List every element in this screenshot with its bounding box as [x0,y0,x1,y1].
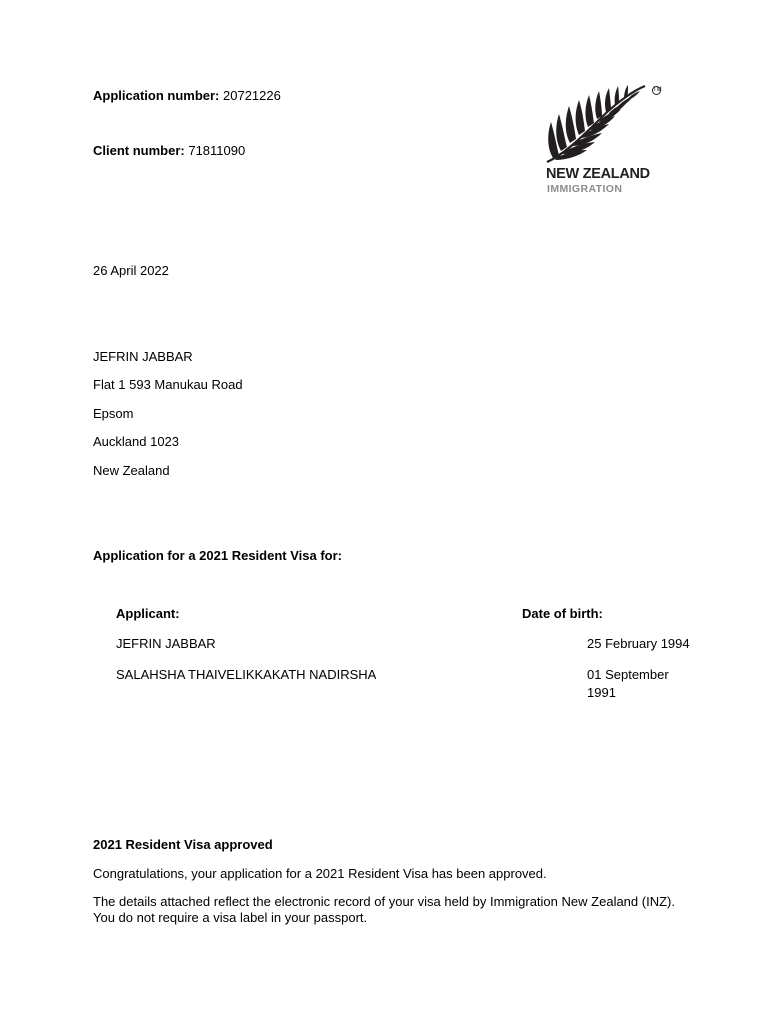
applicant-dob-1: 25 February 1994 [587,636,690,651]
applicant-name-2: SALAHSHA THAIVELIKKAKATH NADIRSHA [116,667,377,682]
client-number-value: 71811090 [184,143,246,158]
address-line-3: Auckland 1023 [93,434,180,449]
address-line-1: Flat 1 593 Manukau Road [93,377,243,392]
application-heading: Application for a 2021 Resident Visa for: [93,548,342,563]
logo-subtitle: IMMIGRATION [547,183,623,195]
application-number [93,88,281,104]
dob-column-header: Date of birth: [522,606,603,621]
trademark-symbol: TM [653,87,662,93]
silver-fern-icon [545,84,649,164]
applicant-column-header: Applicant: [116,606,180,621]
client-number [93,143,245,159]
approval-details: The details attached reflect the electronic record of your visa held by Immigration New Zealand (INZ). You do not require a visa label in your passport. [93,894,675,925]
nz-immigration-logo [545,84,663,196]
applicant-name-1: JEFRIN JABBAR [116,636,216,651]
application-number-value: 20721226 [219,88,281,103]
approval-heading: 2021 Resident Visa approved [93,837,273,852]
client-number-label: Client number: [93,143,185,158]
approval-congratulations: Congratulations, your application for a 2021 Resident Visa has been approved. [93,866,547,881]
recipient-name: JEFRIN JABBAR [93,349,193,364]
logo-name: NEW ZEALAND [546,166,650,182]
applicant-dob-2-line-1: 01 September [587,667,669,682]
application-number-label: Application number: [93,88,220,103]
address-line-2: Epsom [93,406,134,421]
address-country: New Zealand [93,463,170,478]
applicant-dob-2-line-2: 1991 [587,685,616,700]
letter-date: 26 April 2022 [93,263,169,278]
